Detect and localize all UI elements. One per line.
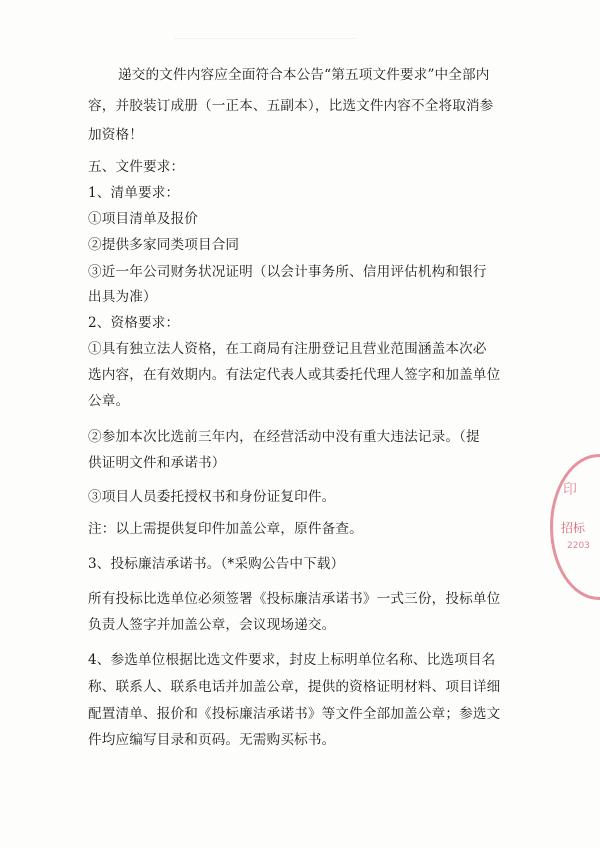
subsection-heading: 1、清单要求： — [88, 185, 180, 201]
list-item: 选内容，在有效期内。有法定代表人或其委托代理人签字和加盖单位 — [88, 367, 501, 383]
paragraph-line: 件均应编写目录和页码。无需购买标书。 — [88, 732, 336, 748]
paragraph-line: 容，并胶装订成册（一正本、五副本），比选文件内容不全将取消参 — [88, 98, 494, 114]
faint-bleed-through — [175, 38, 355, 49]
paragraph-line: 加资格！ — [88, 127, 143, 143]
list-item: 公章。 — [88, 393, 130, 409]
list-item: 供证明文件和承诺书） — [88, 455, 226, 471]
paragraph-line: 4、参选单位根据比选文件要求，封皮上标明单位名称、比选项目名 — [88, 652, 496, 668]
paragraph-line: 负责人签字并加盖公章，会议现场递交。 — [88, 617, 336, 633]
paragraph-line: 配置清单、报价和《投标廉洁承诺书》等文件全部加盖公章；参选文 — [88, 706, 501, 722]
subsection-heading: 3、投标廉洁承诺书。（*采购公告中下载） — [88, 556, 345, 572]
paragraph-line: 称、联系人、联系电话并加盖公章，提供的资格证明材料、项目详细 — [88, 679, 501, 695]
list-item: ①具有独立法人资格，在工商局有注册登记且营业范围涵盖本次必 — [88, 341, 487, 357]
list-item: ①项目清单及报价 — [88, 211, 198, 227]
list-item: 出具为准） — [88, 289, 157, 305]
subsection-heading: 2、资格要求： — [88, 315, 180, 331]
list-item: ②提供多家同类项目合同 — [88, 237, 240, 253]
note-text: 注：以上需提供复印件加盖公章，原件备查。 — [88, 521, 363, 537]
list-item: ③项目人员委托授权书和身份证复印件。 — [88, 489, 336, 505]
red-seal-stamp — [550, 454, 600, 600]
section-heading: 五、文件要求： — [88, 159, 185, 175]
paragraph-line: 递交的文件内容应全面符合本公告“第五项文件要求”中全部内 — [118, 67, 490, 83]
paragraph-line: 所有投标比选单位必须签署《投标廉洁承诺书》一式三份，投标单位 — [88, 591, 501, 607]
stamp-text: 招标 — [561, 521, 586, 535]
stamp-mark: 印 — [563, 482, 577, 498]
stamp-number: 2203 — [567, 541, 590, 551]
list-item: ②参加本次比选前三年内，在经营活动中没有重大违法记录。（提 — [88, 429, 480, 445]
list-item: ③近一年公司财务状况证明（以会计事务所、信用评估机构和银行 — [88, 264, 487, 280]
